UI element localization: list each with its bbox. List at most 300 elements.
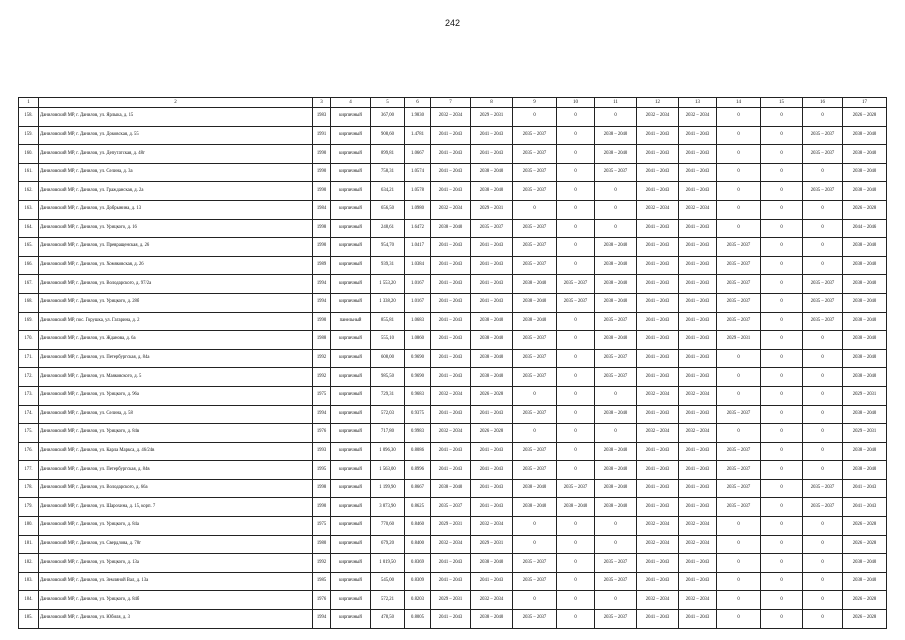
table-cell: 0 [803,200,843,219]
table-cell: 2041 – 2043 [679,442,717,461]
table-cell: 2041 – 2043 [431,275,471,294]
table-cell: 2041 – 2043 [637,498,679,517]
table-cell: 2032 – 2034 [679,535,717,554]
table-cell: 2035 – 2037 [595,554,637,573]
table-cell: 899,81 [371,145,405,164]
table-cell: 0 [717,368,761,387]
table-cell: 2041 – 2043 [431,368,471,387]
table-cell: 0.8400 [405,535,431,554]
table-cell: 2029 – 2031 [471,535,513,554]
table-cell: 2041 – 2043 [637,331,679,350]
table-cell: 1.0980 [405,200,431,219]
table-cell: 717,80 [371,424,405,443]
table-cell: 0 [761,442,803,461]
table-cell: 2041 – 2043 [637,238,679,257]
row-number-cell: 164. [19,219,39,238]
table-cell: кирпичный [331,349,371,368]
table-cell: 1984 [313,200,331,219]
table-cell: кирпичный [331,461,371,480]
table-body [19,108,887,629]
table-cell: 2038 – 2040 [471,331,513,350]
table-cell: 2038 – 2040 [595,498,637,517]
table-cell: 0 [557,108,595,127]
table-cell: 1.9830 [405,108,431,127]
column-header: 10 [557,98,595,108]
table-cell: 2041 – 2043 [431,442,471,461]
table-cell: 2038 – 2040 [843,182,887,201]
table-row [19,200,887,219]
table-cell: 2029 – 2031 [431,591,471,610]
table-row [19,442,887,461]
table-cell: 2038 – 2040 [595,479,637,498]
table-row [19,517,887,536]
table-cell: 1.0167 [405,293,431,312]
address-cell: Даниловский МР, г. Данилов, ул. Гражданская, д. 2а [39,182,313,201]
table-cell: 2038 – 2040 [843,312,887,331]
table-cell: 1990 [313,498,331,517]
table-cell: 0 [557,535,595,554]
table-cell: 0 [717,219,761,238]
table-cell: 2035 – 2037 [513,442,557,461]
table-cell: 0 [557,610,595,629]
table-cell: 2041 – 2043 [679,238,717,257]
table-cell: 1.0578 [405,182,431,201]
table-cell: 0 [513,535,557,554]
table-cell: 2041 – 2043 [431,461,471,480]
column-header: 7 [431,98,471,108]
table-cell: 1998 [313,219,331,238]
table-cell: 2041 – 2043 [637,145,679,164]
table-cell: 2041 – 2043 [471,293,513,312]
table-cell: 1992 [313,368,331,387]
table-cell: 2038 – 2040 [595,461,637,480]
table-cell: 1.6472 [405,219,431,238]
table-cell: 2035 – 2037 [803,312,843,331]
table-cell: 0 [717,591,761,610]
row-number-cell: 161. [19,163,39,182]
table-cell: 2041 – 2043 [431,256,471,275]
table-cell: 2032 – 2034 [679,200,717,219]
table-cell: 1985 [313,572,331,591]
table-cell: 2035 – 2037 [471,219,513,238]
table-cell: 2038 – 2040 [471,349,513,368]
table-cell: 1990 [313,163,331,182]
table-cell: 2038 – 2040 [843,256,887,275]
table-cell: 2035 – 2037 [595,572,637,591]
table-cell: 0 [595,108,637,127]
table-cell: 2038 – 2040 [513,293,557,312]
table-cell: 2038 – 2040 [595,256,637,275]
table-cell: 2032 – 2034 [637,200,679,219]
table-cell: 0.8369 [405,554,431,573]
table-cell: 2035 – 2037 [513,554,557,573]
address-cell: Даниловский МР, г. Данилов, ул. Петербургская, д. 84а [39,349,313,368]
table-row [19,182,887,201]
table-cell: 0 [557,256,595,275]
table-cell: 2038 – 2040 [595,442,637,461]
table-cell: 1 096,30 [371,442,405,461]
table-cell: кирпичный [331,275,371,294]
table-cell: 0 [557,331,595,350]
table-cell: 2029 – 2031 [843,386,887,405]
column-header: 8 [471,98,513,108]
table-cell: 1 553,20 [371,275,405,294]
table-cell: 2032 – 2034 [471,517,513,536]
table-cell: 2041 – 2043 [431,312,471,331]
table-cell: 2038 – 2040 [843,405,887,424]
table-cell: 2026 – 2028 [471,424,513,443]
table-cell: кирпичный [331,182,371,201]
table-cell: 2035 – 2037 [717,405,761,424]
table-cell: 2041 – 2043 [637,479,679,498]
table-cell: 0 [513,424,557,443]
address-cell: Даниловский МР, г. Данилов, ул. Урицкого, д. 84а [39,517,313,536]
table-cell: 0 [803,572,843,591]
table-cell: 0.9690 [405,349,431,368]
table-cell: 0 [803,554,843,573]
table-cell: 2038 – 2040 [843,163,887,182]
table-cell: 0 [803,108,843,127]
table-cell: 2041 – 2043 [637,461,679,480]
table-cell: 2038 – 2040 [557,498,595,517]
table-cell: 0 [595,182,637,201]
table-cell: 2035 – 2037 [595,368,637,387]
table-cell: 2035 – 2037 [803,479,843,498]
table-cell: 0 [761,610,803,629]
address-cell: Даниловский МР, г. Данилов, ул. Земляной Вал, д. 13а [39,572,313,591]
table-cell: 2038 – 2040 [431,219,471,238]
table-cell: 634,21 [371,182,405,201]
table-cell: 2035 – 2037 [717,461,761,480]
table-cell: 0.8460 [405,517,431,536]
table-cell: кирпичный [331,442,371,461]
table-cell: 2041 – 2043 [637,219,679,238]
table-cell: 758,31 [371,163,405,182]
table-cell: 2038 – 2040 [595,293,637,312]
table-cell: 2038 – 2040 [843,349,887,368]
address-cell: Даниловский МР, г. Данилов, ул. Володарского, д. 97/2а [39,275,313,294]
column-header: 11 [595,98,637,108]
table-cell: 2038 – 2040 [595,238,637,257]
table-cell: 0 [761,163,803,182]
table-cell: 855,81 [371,312,405,331]
table-cell: 1990 [313,312,331,331]
table-cell: 2032 – 2034 [637,535,679,554]
table-cell: 1980 [313,535,331,554]
table-cell: 2035 – 2037 [513,145,557,164]
table-cell: 2041 – 2043 [679,610,717,629]
address-cell: Даниловский МР, г. Данилов, ул. Петербургская, д. 84в [39,461,313,480]
row-number-cell: 179. [19,498,39,517]
table-cell: 0 [761,479,803,498]
table-cell: 0 [803,368,843,387]
table-cell: 2035 – 2037 [717,293,761,312]
table-cell: 0 [761,182,803,201]
table-cell: 0 [717,126,761,145]
table-cell: 0.9983 [405,424,431,443]
table-cell: 2038 – 2040 [595,331,637,350]
table-cell: 2035 – 2037 [513,349,557,368]
table-cell: 2041 – 2043 [679,461,717,480]
table-cell: кирпичный [331,479,371,498]
table-row [19,554,887,573]
row-number-cell: 170. [19,331,39,350]
table-row [19,219,887,238]
table-cell: 2035 – 2037 [513,368,557,387]
table-cell: 0 [803,386,843,405]
table-cell: 0 [513,200,557,219]
column-header: 6 [405,98,431,108]
table-cell: 2032 – 2034 [637,108,679,127]
table-cell: 2038 – 2040 [843,461,887,480]
table-cell: 2041 – 2043 [431,238,471,257]
table-cell: кирпичный [331,331,371,350]
table-cell: 2035 – 2037 [431,498,471,517]
table-cell: 2041 – 2043 [431,293,471,312]
table-cell: 2035 – 2037 [803,293,843,312]
table-cell: 2035 – 2037 [717,238,761,257]
table-cell: 0 [761,349,803,368]
table-cell: 0.8625 [405,498,431,517]
table-cell: 0 [761,368,803,387]
row-number-cell: 181. [19,535,39,554]
table-cell: 2038 – 2040 [595,145,637,164]
table-cell: 2041 – 2043 [637,182,679,201]
table-cell: 2038 – 2040 [843,331,887,350]
table-cell: 2032 – 2034 [431,424,471,443]
row-number-cell: 167. [19,275,39,294]
table-row [19,331,887,350]
column-header: 16 [803,98,843,108]
table-cell: 2038 – 2040 [595,126,637,145]
table-cell: 2035 – 2037 [803,498,843,517]
table-cell: 2041 – 2043 [471,126,513,145]
table-cell: 2038 – 2040 [471,368,513,387]
table-row [19,572,887,591]
table-cell: 2041 – 2043 [637,442,679,461]
table-cell: 0 [761,312,803,331]
table-cell: 2032 – 2034 [431,200,471,219]
row-number-cell: 180. [19,517,39,536]
table-row [19,610,887,629]
table-cell: кирпичный [331,126,371,145]
table-cell: кирпичный [331,591,371,610]
table-row [19,405,887,424]
table-cell: 2041 – 2043 [431,145,471,164]
table-cell: 0 [557,554,595,573]
table-cell: 1991 [313,126,331,145]
table-cell: 2038 – 2040 [843,238,887,257]
table-cell: 0 [761,424,803,443]
table-cell: 2029 – 2031 [431,517,471,536]
table-cell: 2041 – 2043 [471,275,513,294]
table-cell: 0 [513,108,557,127]
table-cell: 2035 – 2037 [513,256,557,275]
table-cell: 0 [803,405,843,424]
table-cell: 0 [761,275,803,294]
table-cell: 2041 – 2043 [843,498,887,517]
table-cell: 0 [513,517,557,536]
table-cell: 1.0860 [405,331,431,350]
table-cell: кирпичный [331,145,371,164]
table-cell: 0 [595,386,637,405]
table-cell: 2041 – 2043 [471,442,513,461]
table-cell: 0 [717,386,761,405]
row-number-cell: 174. [19,405,39,424]
table-cell: 2041 – 2043 [431,405,471,424]
table-cell: 0 [761,405,803,424]
row-number-cell: 184. [19,591,39,610]
table-cell: 0 [803,517,843,536]
table-cell: 1.0167 [405,275,431,294]
table-cell: 0 [717,610,761,629]
table-cell: 2029 – 2031 [471,108,513,127]
table-cell: 2041 – 2043 [637,554,679,573]
table-cell: 0 [717,535,761,554]
table-cell: 0 [761,108,803,127]
table-cell: 2035 – 2037 [595,610,637,629]
table-cell: 2038 – 2040 [595,275,637,294]
table-row [19,591,887,610]
table-cell: 2035 – 2037 [803,182,843,201]
table-cell: 2026 – 2028 [843,591,887,610]
table-row [19,424,887,443]
page-number: 242 [444,18,461,28]
row-number-cell: 171. [19,349,39,368]
table-cell: 2035 – 2037 [557,275,595,294]
table-cell: 2038 – 2040 [843,126,887,145]
table-cell: 0 [557,126,595,145]
table-cell: 2035 – 2037 [513,163,557,182]
table-cell: 2035 – 2037 [513,182,557,201]
table-cell: 2038 – 2040 [513,275,557,294]
table-cell: 2029 – 2031 [843,424,887,443]
table-row [19,293,887,312]
table-cell: кирпичный [331,424,371,443]
table-cell: 2041 – 2043 [637,163,679,182]
table-cell: 1995 [313,461,331,480]
table-cell: 985,50 [371,368,405,387]
table-cell: 0 [557,517,595,536]
table-row [19,461,887,480]
table-cell: 0 [717,108,761,127]
table-row [19,275,887,294]
table-cell: кирпичный [331,163,371,182]
table-cell: 2035 – 2037 [803,275,843,294]
table-cell: 1988 [313,331,331,350]
table-cell: 2038 – 2040 [471,554,513,573]
table-cell: 0 [557,405,595,424]
table-cell: 0 [557,572,595,591]
table-cell: 2032 – 2034 [679,424,717,443]
table-cell: 0 [803,535,843,554]
address-cell: Даниловский МР, г. Данилов, ул. Ярлыка, д. 15 [39,108,313,127]
table-cell: 0 [557,163,595,182]
table-cell: 2032 – 2034 [679,386,717,405]
row-number-cell: 165. [19,238,39,257]
table-cell: кирпичный [331,238,371,257]
table-cell: 0 [557,219,595,238]
table-cell: 1 019,50 [371,554,405,573]
table-cell: 0 [557,182,595,201]
column-header: 4 [331,98,371,108]
row-number-cell: 178. [19,479,39,498]
table-cell: 0 [717,200,761,219]
table-cell: 1994 [313,405,331,424]
table-cell: 2035 – 2037 [595,349,637,368]
column-header: 1 [19,98,39,108]
table-cell: 1990 [313,145,331,164]
table-cell: 2035 – 2037 [513,405,557,424]
table-cell: 2041 – 2043 [471,256,513,275]
table-cell: 1975 [313,517,331,536]
table-cell: 2041 – 2043 [637,368,679,387]
table-cell: 2041 – 2043 [679,331,717,350]
table-cell: 2026 – 2028 [843,610,887,629]
table-cell: 367,00 [371,108,405,127]
table-cell: 2035 – 2037 [513,461,557,480]
table-cell: 939,31 [371,256,405,275]
table-row [19,368,887,387]
table-cell: кирпичный [331,219,371,238]
table-cell: 2035 – 2037 [513,331,557,350]
column-header: 2 [39,98,313,108]
table-cell: 2026 – 2028 [843,535,887,554]
table-cell: 0 [761,591,803,610]
table-cell: 0 [761,517,803,536]
table-cell: 2041 – 2043 [679,479,717,498]
table-cell: 1.0574 [405,163,431,182]
table-cell: 1 338,20 [371,293,405,312]
table-cell: 1.0384 [405,256,431,275]
row-number-cell: 169. [19,312,39,331]
table-cell: 2032 – 2034 [431,108,471,127]
table-cell: 0 [717,554,761,573]
table-cell: 478,50 [371,610,405,629]
table-cell: кирпичный [331,610,371,629]
table-cell: кирпичный [331,368,371,387]
table-cell: 2035 – 2037 [717,498,761,517]
table-cell: 2041 – 2043 [679,554,717,573]
table-cell: 2029 – 2031 [717,331,761,350]
column-header: 9 [513,98,557,108]
table-cell: 1994 [313,275,331,294]
table-cell: 0 [557,145,595,164]
table-row [19,535,887,554]
table-cell: 0.8005 [405,610,431,629]
table-cell: 2041 – 2043 [471,145,513,164]
table-cell: 0 [761,331,803,350]
table-cell: 908,60 [371,126,405,145]
table-cell: кирпичный [331,256,371,275]
table-cell: кирпичный [331,498,371,517]
table-cell: 2038 – 2040 [513,479,557,498]
table-cell: 2041 – 2043 [679,572,717,591]
column-header: 3 [313,98,331,108]
row-number-cell: 159. [19,126,39,145]
table-cell: 0 [595,517,637,536]
address-cell: Даниловский МР, г. Данилов, ул. Урицкого, д. 84б [39,591,313,610]
column-header: 12 [637,98,679,108]
table-cell: 0 [761,498,803,517]
table-cell: 0 [557,238,595,257]
table-row [19,498,887,517]
row-number-cell: 183. [19,572,39,591]
table-cell: 2026 – 2028 [471,386,513,405]
table-cell: 2041 – 2043 [637,349,679,368]
table-cell: 2038 – 2040 [471,163,513,182]
table-cell: 0 [761,126,803,145]
